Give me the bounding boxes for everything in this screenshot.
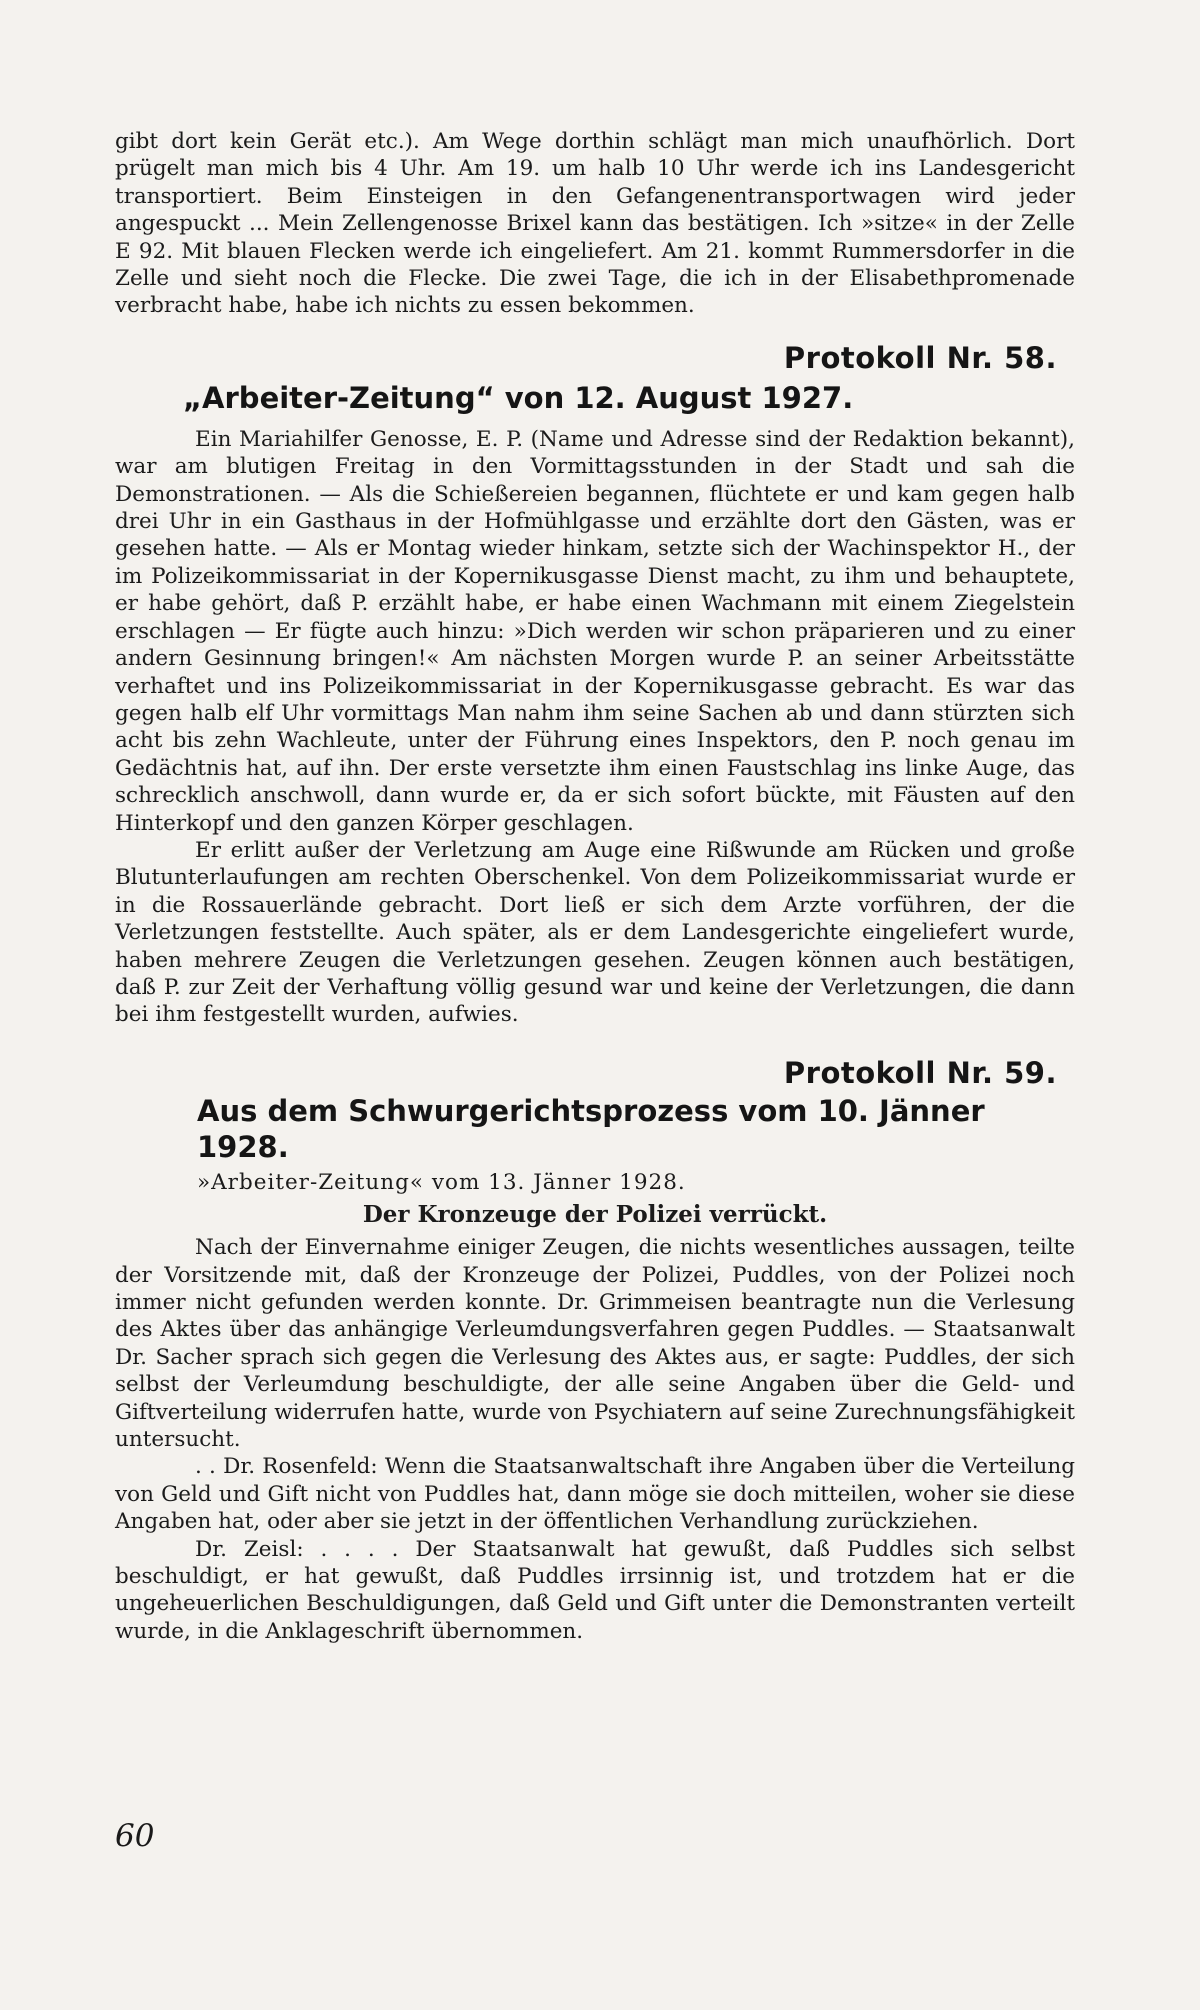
- protocol-59-paragraph-3: Dr. Zeisl: . . . . Der Staatsanwalt hat gewußt, daß Puddles sich selbst beschuldigt, er hat gewußt, daß Puddles irrsinnig ist, und trotzdem hat er die ungeheuerlichen Beschuldigungen, daß Geld und Gift unter die Demonstranten verteilt wurde, in die Anklageschrift übernommen.: [115, 1536, 1075, 1644]
- protocol-59-paragraph-2: . . Dr. Rosenfeld: Wenn die Staatsanwaltschaft ihre Angaben über die Verteilung von Geld und Gift nicht von Puddles hat, dann möge sie doch mitteilen, woher sie diese Angaben hat, oder aber sie jetzt in der öffentlichen Verhandlung zurückziehen.: [115, 1454, 1075, 1535]
- protocol-58-paragraph-1: Ein Mariahilfer Genosse, E. P. (Name und Adresse sind der Redaktion bekannt), war am blutigen Freitag in den Vormittagsstunden in der Stadt und sah die Demonstrationen. — Als die Schießereien begannen, flüchtete er und kam gegen halb drei Uhr in ein Gasthaus in der Hofmühlgasse und erzählte dort den Gästen, was er gesehen hatte. — Als er Montag wieder hinkam, setzte sich der Wachinspektor H., der im Polizeikommissariat in der Kopernikusgasse Dienst macht, zu ihm und behauptete, er habe gehört, daß P. erzählt habe, er habe einen Wachmann mit einem Ziegelstein erschlagen — Er fügte auch hinzu: »Dich werden wir schon präparieren und zu einer andern Gesinnung bringen!« Am nächsten Morgen wurde P. an seiner Arbeitsstätte verhaftet und ins Polizeikommissariat in der Kopernikusgasse gebracht. Es war das gegen halb elf Uhr vormittags Man nahm ihm seine Sachen ab und dann stürzten sich acht bis zehn Wachleute, unter der Führung eines Inspektors, den P. noch genau im Gedächtnis hat, auf ihn. Der erste versetzte ihm einen Faustschlag ins linke Auge, das schrecklich anschwoll, dann wurde er, da er sich sofort bückte, mit Fäusten auf den Hinterkopf und den ganzen Körper geschlagen.: [115, 426, 1075, 836]
- protocol-59-subheading: Der Kronzeuge der Polizei verrückt.: [362, 1201, 828, 1229]
- protocol-59-title: Aus dem Schwurgerichtsprozess vom 10. Jänner 1928.: [197, 1093, 985, 1164]
- protocol-58-paragraph-2: Er erlitt außer der Verletzung am Auge eine Rißwunde am Rücken und große Blutunterlaufungen am rechten Oberschenkel. Von dem Polizeikommissariat wurde er in die Rossauerlände gebracht. Dort ließ er sich dem Arzte vorführen, der die Verletzungen feststellte. Auch später, als er dem Landesgerichte eingeliefert wurde, haben mehrere Zeugen die Verletzungen gesehen. Zeugen können auch bestätigen, daß P. zur Zeit der Verhaftung völlig gesund war und keine der Verletzungen, die dann bei ihm festgestellt wurden, aufwies.: [115, 837, 1075, 1028]
- page-number: 60: [115, 1818, 155, 1854]
- protocol-59-source: »Arbeiter-Zeitung« vom 13. Jänner 1928.: [197, 1169, 686, 1195]
- protocol-58-title: „Arbeiter-Zeitung“ von 12. August 1927.: [183, 380, 854, 415]
- protocol-58-heading: Protokoll Nr. 58.: [783, 340, 1057, 375]
- protocol-59-heading: Protokoll Nr. 59.: [783, 1055, 1057, 1090]
- protocol-59-paragraph-1: Nach der Einvernahme einiger Zeugen, die nichts wesentliches aussagen, teilte der Vorsitzende mit, daß der Kronzeuge der Polizei, Puddles, von der Polizei noch immer nicht gefunden werden konnte. Dr. Grimmeisen beantragte nun die Verlesung des Aktes über das anhängige Verleumdungsverfahren gegen Puddles. — Staatsanwalt Dr. Sacher sprach sich gegen die Verlesung des Aktes aus, er sagte: Puddles, der sich selbst der Verleumdung beschuldigte, der alle seine Angaben über die Geld- und Giftverteilung widerrufen hatte, wurde von Psychiatern auf seine Zurechnungsfähigkeit untersucht.: [115, 1235, 1075, 1453]
- continued-paragraph: gibt dort kein Gerät etc.). Am Wege dorthin schlägt man mich unaufhörlich. Dort prügelt man mich bis 4 Uhr. Am 19. um halb 10 Uhr werde ich ins Landesgericht transportiert. Beim Einsteigen in den Gefangenentransportwagen wird jeder angespuckt ... Mein Zellengenosse Brixel kann das bestätigen. Ich »sitze« in der Zelle E 92. Mit blauen Flecken werde ich eingeliefert. Am 21. kommt Rummersdorfer in die Zelle und sieht noch die Flecke. Die zwei Tage, die ich in der Elisabethpromenade verbracht habe, habe ich nichts zu essen bekommen.: [115, 129, 1075, 319]
- page-body: [115, 128, 1075, 1645]
